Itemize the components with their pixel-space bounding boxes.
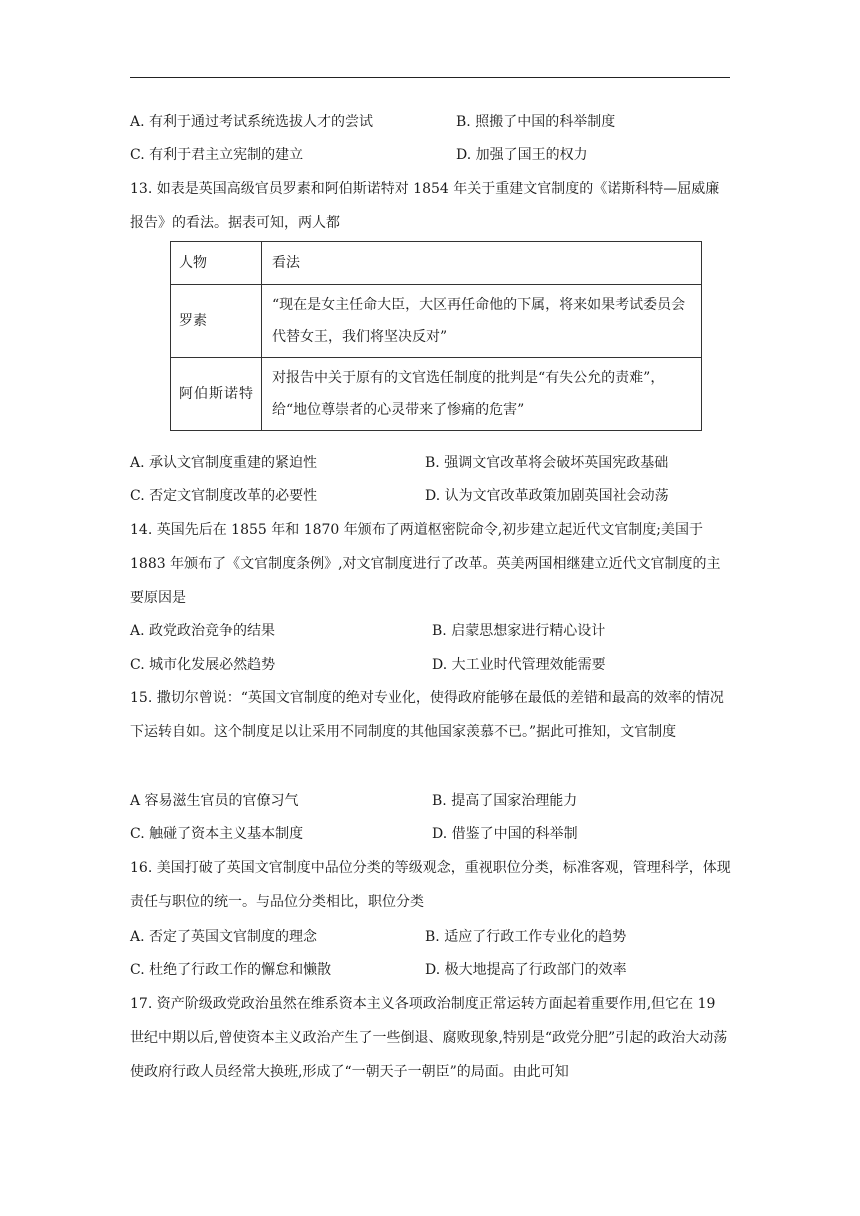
table-header-row (171, 242, 702, 285)
q12-option-c[interactable]: C. 有利于君主立宪制的建立 (130, 147, 304, 163)
table-cell-view: 对报告中关于原有的文官选任制度的批判是“有失公允的责难”，给“地位尊崇者的心灵带来了惨痛的危害” (262, 358, 702, 431)
q14-option-a[interactable]: A. 政党政治竞争的结果 (130, 623, 276, 639)
q16-option-c[interactable]: C. 杜绝了行政工作的懈怠和懒散 (130, 962, 332, 978)
q13-option-b[interactable]: B. 强调文官改革将会破坏英国宪政基础 (425, 455, 669, 471)
table-row (171, 285, 702, 358)
q15-option-a[interactable]: A 容易滋生官员的官僚习气 (130, 793, 299, 809)
table-header-view: 看法 (262, 242, 702, 285)
table-row (171, 358, 702, 431)
q15-option-c[interactable]: C. 触碰了资本主义基本制度 (130, 826, 304, 842)
table-cell-person: 阿伯斯诺特 (171, 358, 262, 431)
q15-option-b[interactable]: B. 提高了国家治理能力 (432, 793, 578, 809)
table-cell-view: “现在是女主任命大臣，大区再任命他的下属，将来如果考试委员会代替女王，我们将坚决反对” (262, 285, 702, 358)
q14-stem: 14. 英国先后在 1855 年和 1870 年颁布了两道枢密院命令,初步建立起近代文官制度;美国于 1883 年颁布了《文官制度条例》,对文官制度进行了改革。英美两国相继建立近代文官制度的主要原因是 (130, 522, 721, 606)
q13-option-c[interactable]: C. 否定文官制度改革的必要性 (130, 488, 318, 504)
q13-option-a[interactable]: A. 承认文官制度重建的紧迫性 (130, 455, 318, 471)
q17-stem: 17. 资产阶级政党政治虽然在维系资本主义各项政治制度正常运转方面起着重要作用,但它在 19 世纪中期以后,曾使资本主义政治产生了一些倒退、腐败现象,特别是“政党分肥”引起的政治大动荡使政府行政人员经常大换班,形成了“一朝天子一朝臣”的局面。由此可知 (130, 996, 728, 1080)
q14-option-c[interactable]: C. 城市化发展必然趋势 (130, 657, 276, 673)
q14-option-b[interactable]: B. 启蒙思想家进行精心设计 (432, 623, 606, 639)
q16-stem: 16. 美国打破了英国文官制度中品位分类的等级观念，重视职位分类，标准客观，管理科学，体现责任与职位的统一。与品位分类相比，职位分类 (130, 860, 731, 910)
q12-option-d[interactable]: D. 加强了国王的权力 (456, 147, 588, 163)
q13-option-d[interactable]: D. 认为文官改革政策加剧英国社会动荡 (425, 488, 669, 504)
q12-option-b[interactable]: B. 照搬了中国的科举制度 (456, 114, 616, 130)
q13-table (170, 241, 702, 431)
q16-option-b[interactable]: B. 适应了行政工作专业化的趋势 (425, 929, 627, 945)
q15-option-d[interactable]: D. 借鉴了中国的科举制 (432, 826, 578, 842)
table-cell-person: 罗素 (171, 285, 262, 358)
q16-option-d[interactable]: D. 极大地提高了行政部门的效率 (425, 962, 627, 978)
q13-stem: 13. 如表是英国高级官员罗素和阿伯斯诺特对 1854 年关于重建文官制度的《诺斯科特—屈威廉报告》的看法。据表可知，两人都 (130, 181, 720, 231)
q12-option-a[interactable]: A. 有利于通过考试系统选拔人才的尝试 (130, 114, 374, 130)
header-rule (130, 77, 730, 78)
q14-option-d[interactable]: D. 大工业时代管理效能需要 (432, 657, 606, 673)
q15-stem: 15. 撒切尔曾说：“英国文官制度的绝对专业化，使得政府能够在最低的差错和最高的效率的情况下运转自如。这个制度足以让采用不同制度的其他国家羡慕不已。”据此可推知，文官制度 (130, 690, 724, 740)
table-header-person: 人物 (171, 242, 262, 285)
q16-option-a[interactable]: A. 否定了英国文官制度的理念 (130, 929, 318, 945)
